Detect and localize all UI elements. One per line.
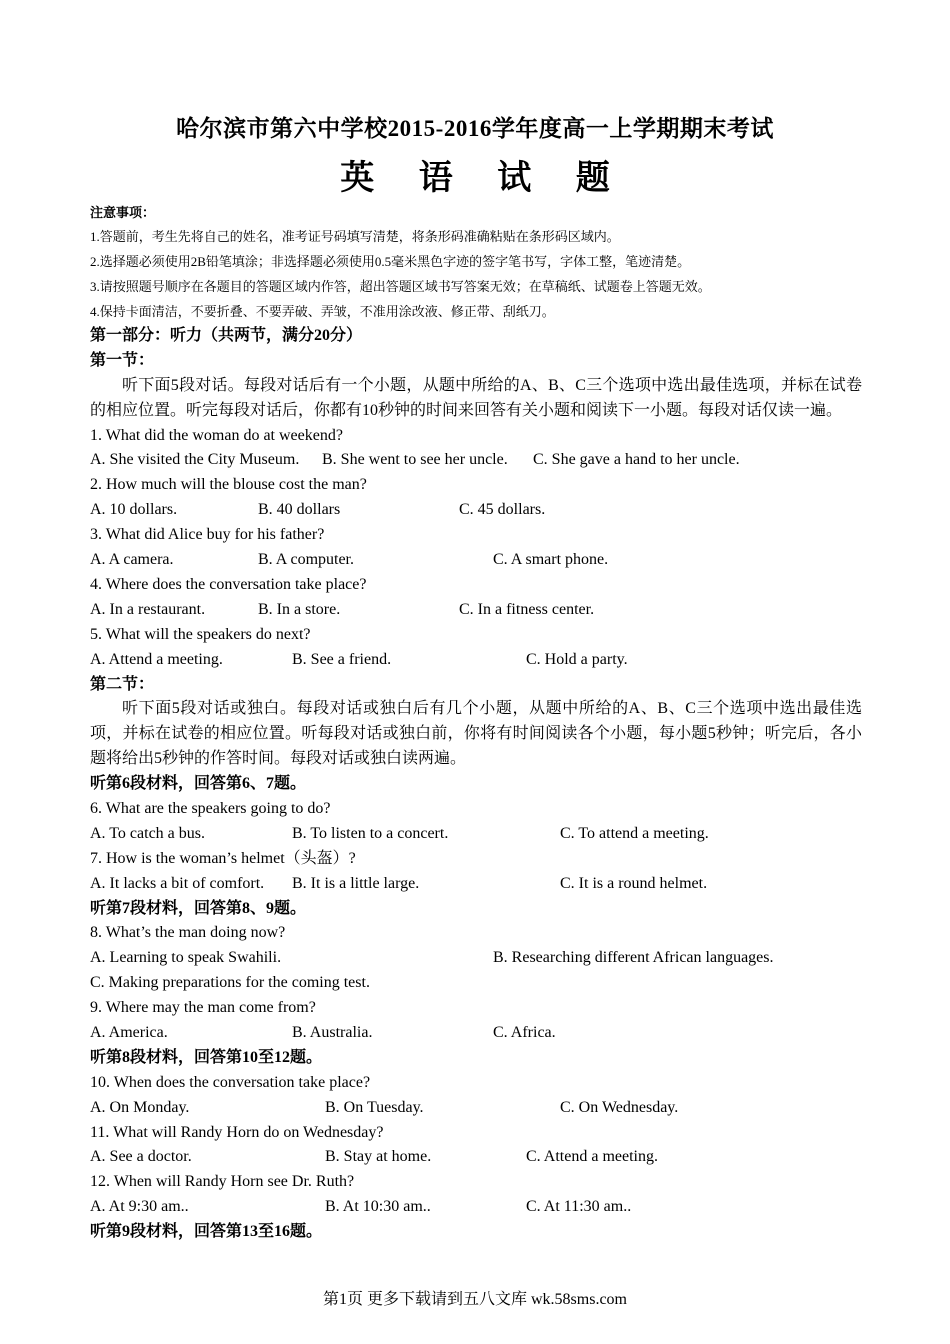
question-options	[90, 498, 862, 523]
option-c: C. 45 dollars.	[459, 501, 546, 519]
question-text: 4. Where does the conversation take place?	[90, 575, 367, 593]
option-c: C. To attend a meeting.	[560, 824, 709, 842]
page-footer: 第1页 更多下载请到五八文库 wk.58sms.com	[322, 1291, 627, 1308]
group-heading: 听第6段材料，回答第6、7题。	[90, 775, 307, 793]
question-options	[90, 822, 862, 847]
option-c: C. In a fitness center.	[459, 600, 595, 618]
option-b: B. Researching different African languages.	[493, 949, 774, 967]
option-a: A. It lacks a bit of comfort.	[90, 874, 265, 892]
notice-item: 2.选择题必须使用2B铅笔填涂；非选择题必须使用0.5毫米黑色字迹的签字笔书写，字体工整，笔迹清楚。	[90, 254, 691, 269]
question-text: 10. When does the conversation take place?	[90, 1073, 371, 1091]
option-a: A. America.	[90, 1024, 168, 1042]
exam-subtitle: 英 语 试 题	[340, 160, 628, 197]
option-a: A. To catch a bus.	[90, 824, 205, 842]
question-options	[90, 946, 862, 971]
question-text: 2. How much will the blouse cost the man?	[90, 476, 367, 494]
group-heading: 听第9段材料，回答第13至16题。	[90, 1223, 323, 1241]
part1-heading: 第一部分：听力（共两节，满分20分）	[90, 327, 363, 344]
section1-instructions: 听下面5段对话。每段对话后有一个小题，从题中所给的A、B、C三个选项中选出最佳选项，并标在试卷的相应位置。听完每段对话后，你都有10秒钟的时间来回答有关小题和阅读下一小题。每段对话仅读一遍。	[90, 376, 862, 419]
section2-heading: 第二节：	[90, 675, 155, 693]
option-b: B. 40 dollars	[258, 501, 341, 519]
question-text: 12. When will Randy Horn see Dr. Ruth?	[90, 1173, 355, 1191]
question-text: 11. What will Randy Horn do on Wednesday?	[90, 1123, 384, 1141]
group-heading: 听第7段材料，回答第8、9题。	[90, 899, 307, 917]
option-a: A. A camera.	[90, 551, 174, 569]
option-c: C. On Wednesday.	[560, 1098, 679, 1116]
question-text: 8. What’s the man doing now?	[90, 924, 286, 942]
option-a: A. At 9:30 am..	[90, 1198, 189, 1216]
question-options	[90, 872, 862, 897]
option-c: C. Making preparations for the coming test.	[90, 974, 370, 992]
notice-item: 1.答题前，考生先将自己的姓名，准考证号码填写清楚，将条形码准确粘贴在条形码区域内。	[90, 229, 620, 244]
question-text: 9. Where may the man come from?	[90, 999, 316, 1017]
exam-content	[90, 202, 862, 1245]
option-b: B. She went to see her uncle.	[322, 451, 508, 469]
option-c: C. Africa.	[493, 1024, 556, 1042]
option-b: B. On Tuesday.	[325, 1098, 424, 1116]
question-text: 3. What did Alice buy for his father?	[90, 526, 325, 544]
option-a: A. She visited the City Museum.	[90, 451, 300, 469]
exam-title: 哈尔滨市第六中学校2015-2016学年度高一上学期期末考试	[176, 116, 774, 141]
option-b: B. In a store.	[258, 600, 341, 618]
option-c: C. Attend a meeting.	[526, 1148, 658, 1166]
option-c: C. She gave a hand to her uncle.	[533, 451, 740, 469]
option-b: B. A computer.	[258, 551, 354, 569]
notice-item: 3.请按照题号顺序在各题目的答题区域内作答，超出答题区域书写答案无效；在草稿纸、试题卷上答题无效。	[90, 279, 711, 294]
question-options	[90, 1096, 862, 1121]
option-b: B. To listen to a concert.	[292, 824, 449, 842]
option-b: B. Australia.	[292, 1024, 373, 1042]
question-text: 6. What are the speakers going to do?	[90, 800, 331, 817]
option-b: B. It is a little large.	[292, 874, 420, 892]
question-text: 1. What did the woman do at weekend?	[90, 426, 343, 444]
question-options	[90, 1021, 862, 1046]
option-b: B. At 10:30 am..	[325, 1198, 431, 1216]
option-b: B. Stay at home.	[325, 1148, 432, 1166]
option-a: A. On Monday.	[90, 1098, 190, 1116]
notice-item: 4.保持卡面清洁，不要折叠、不要弄破、弄皱，不准用涂改液、修正带、刮纸刀。	[90, 304, 555, 319]
question-text: 5. What will the speakers do next?	[90, 625, 311, 643]
section2-instructions: 听下面5段对话或独白。每段对话或独白后有几个小题，从题中所给的A、B、C三个选项中选出最佳选项，并标在试卷的相应位置。听每段对话或独白前，你将有时间阅读各个小题，每小题5秒钟；听完后，各小题将给出5秒钟的作答时间。每段对话或独白读两遍。	[90, 700, 862, 768]
option-c: C. It is a round helmet.	[560, 874, 708, 892]
option-c: C. A smart phone.	[493, 551, 609, 569]
option-a: A. Attend a meeting.	[90, 650, 223, 668]
option-c: C. Hold a party.	[526, 650, 628, 668]
option-a: A. 10 dollars.	[90, 501, 178, 519]
question-options	[90, 548, 862, 573]
question-options	[90, 1195, 862, 1220]
question-options	[90, 598, 862, 623]
option-a: A. Learning to speak Swahili.	[90, 949, 282, 967]
section1-heading: 第一节：	[90, 351, 155, 369]
question-text: 7. How is the woman’s helmet（头盔）?	[90, 849, 356, 867]
question-options	[90, 448, 862, 473]
group-heading: 听第8段材料，回答第10至12题。	[90, 1048, 323, 1066]
notice-heading: 注意事项：	[90, 205, 156, 220]
option-a: A. In a restaurant.	[90, 600, 206, 618]
option-b: B. See a friend.	[292, 650, 392, 668]
option-c: C. At 11:30 am..	[526, 1198, 632, 1216]
question-options	[90, 1145, 862, 1170]
option-a: A. See a doctor.	[90, 1148, 192, 1166]
question-options	[90, 648, 862, 673]
